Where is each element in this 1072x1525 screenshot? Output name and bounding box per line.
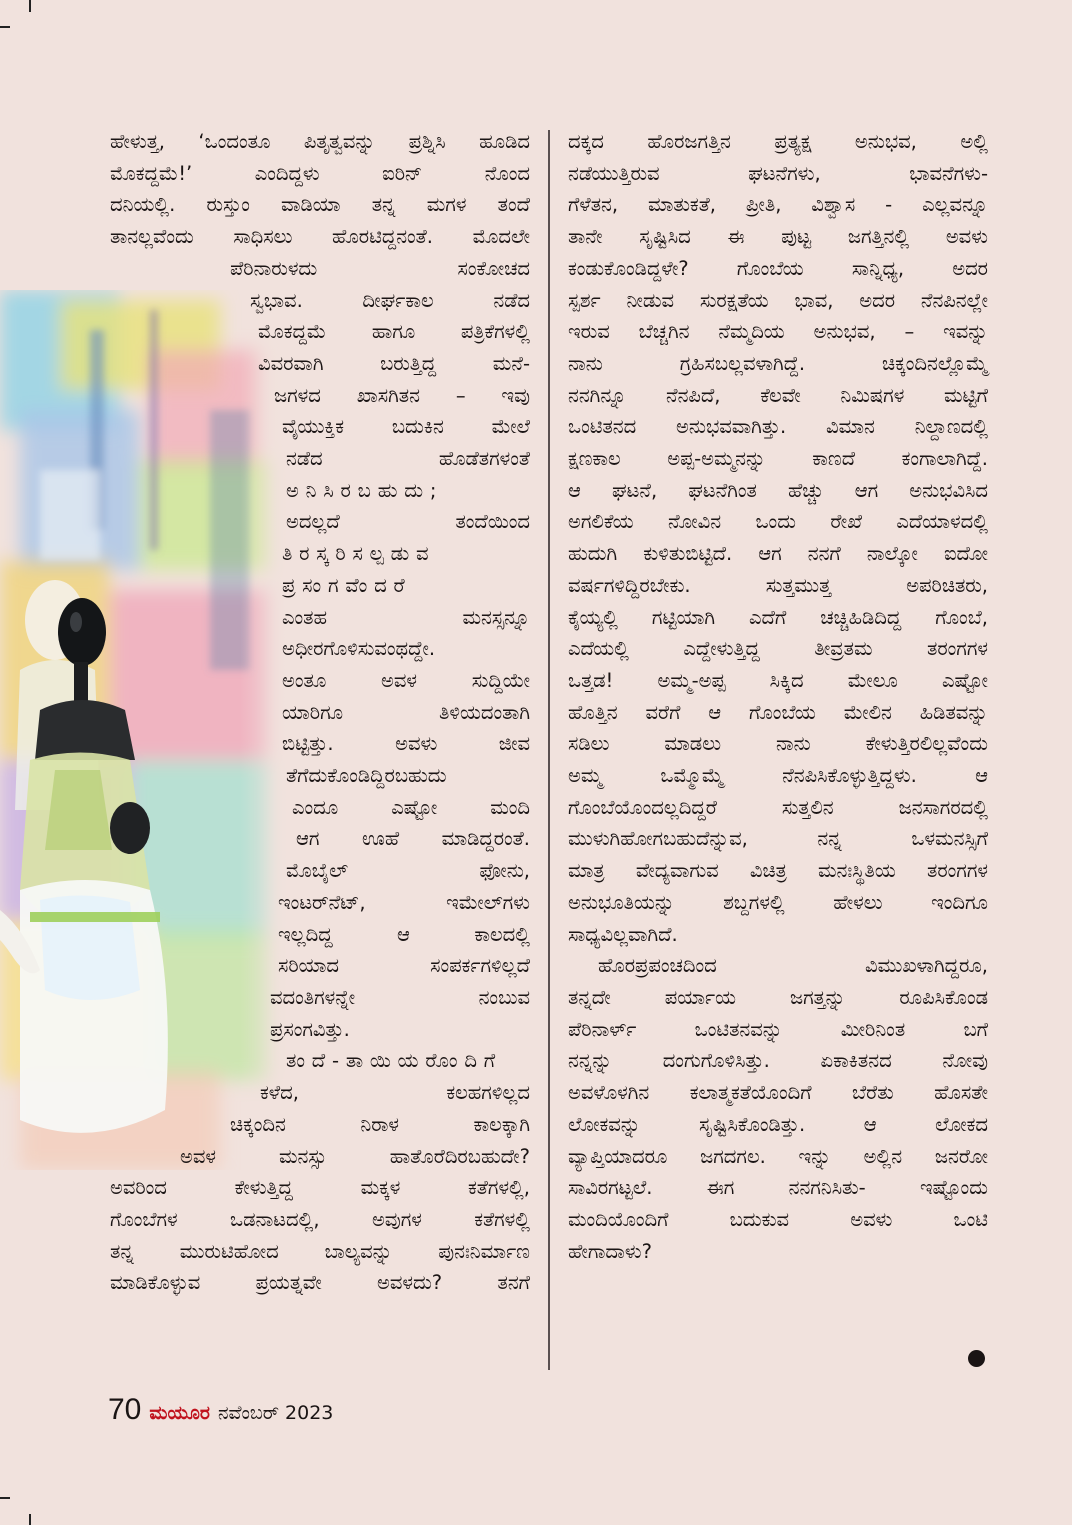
text-line: ಯಾರಿಗೂ ತಿಳಿಯದಂತಾಗಿ	[282, 700, 530, 724]
text-line: ತಾನಲ್ಲವೆಂದು ಸಾಧಿಸಲು ಹೊರಟಿದ್ದನಂತೆ. ಮೊದಲೇ	[110, 225, 530, 249]
text-line: ಜಗಳದ ಖಾಸಗಿತನ – ಇವು	[274, 383, 530, 407]
text-line: ಇಂಟರ್‌ನೆಟ್, ಇಮೇಲ್‌ಗಳು	[278, 890, 530, 914]
text-line: ಅಮ್ಮ ಒಮ್ಮೊಮ್ಮೆ ನೆನಪಿಸಿಕೊಳ್ಳುತ್ತಿದ್ದಳು. ಆ	[568, 764, 988, 788]
text-line: ಇಲ್ಲದಿದ್ದ ಆ ಕಾಲದಲ್ಲಿ	[278, 922, 530, 946]
text-line: ತೆಗೆದುಕೊಂಡಿದ್ದಿರಬಹುದು	[286, 764, 447, 788]
text-line: ಕಂಡುಕೊಂಡಿದ್ದಳೇ? ಗೊಂಬೆಯ ಸಾನ್ನಿಧ್ಯ, ಅದರ	[568, 256, 988, 280]
magazine-name: ಮಯೂರ	[149, 1402, 210, 1424]
text-line: ಸರಿಯಾದ ಸಂಪರ್ಕಗಳಿಲ್ಲದೆ	[278, 954, 530, 978]
text-line: ಅದಲ್ಲದೆ ತಂದೆಯಿಂದ	[286, 510, 530, 534]
text-line: ಪೆರಿನಾರುಳದು ಸಂಕೋಚದ	[230, 256, 530, 280]
text-line: ಎಂದೂ ಎಷ್ಟೋ ಮಂದಿ	[292, 795, 530, 819]
text-line: ಇರುವ ಬೆಚ್ಚಗಿನ ನೆಮ್ಮದಿಯ ಅನುಭವ, – ಇವನ್ನು	[568, 320, 988, 344]
text-line: ಅಧೀರಗೊಳಿಸುವಂಥದ್ದೇ.	[282, 637, 436, 661]
text-line: ವೈಯುಕ್ತಿಕ ಬದುಕಿನ ಮೇಲೆ	[282, 415, 530, 439]
text-line: ಚಿಕ್ಕಂದಿನ ನಿರಾಳ ಕಾಲಕ್ಕಾಗಿ	[230, 1112, 530, 1136]
text-line: ಪೆರಿನಾರ್ಳ್ ಒಂಟಿತನವನ್ನು ಮೀರಿನಿಂತ ಬಗೆ	[568, 1017, 988, 1041]
text-line: ದಕ್ಕದ ಹೊರಜಗತ್ತಿನ ಪ್ರತ್ಯಕ್ಷ ಅನುಭವ, ಅಲ್ಲಿ	[568, 130, 988, 153]
text-line: ಅಗಲಿಕೆಯ ನೋವಿನ ಒಂದು ರೇಖೆ ಎದೆಯಾಳದಲ್ಲಿ	[568, 510, 988, 534]
text-line: ಮೊಕದ್ದಮೆ!’ ಎಂದಿದ್ದಳು ಐರಿನ್ ನೊಂದ	[110, 161, 530, 185]
text-line: ದನಿಯಲ್ಲಿ. ರುಸ್ತುಂ ವಾಡಿಯಾ ತನ್ನ ಮಗಳ ತಂದೆ	[110, 193, 530, 217]
text-line: ತನ್ನ ಮುರುಟಿಹೋದ ಬಾಲ್ಯವನ್ನು ಪುನಃನಿರ್ಮಾಣ	[110, 1239, 530, 1263]
text-line: ನಡೆದ ಹೊಡೆತಗಳಂತೆ	[286, 447, 530, 471]
text-line: ಹುದುಗಿ ಕುಳಿತುಬಿಟ್ಟಿದೆ. ಆಗ ನನಗೆ ನಾಲ್ಕೋ ಐದೋ	[568, 542, 988, 566]
text-line: ನಡೆಯುತ್ತಿರುವ ಘಟನೆಗಳು, ಭಾವನೆಗಳು-	[568, 161, 988, 185]
text-line: ತಂದೆ-ತಾಯಿಯರೊಂದಿಗೆ	[286, 1049, 502, 1073]
text-line: ಗೆಳೆತನ, ಮಾತುಕತೆ, ಪ್ರೀತಿ, ವಿಶ್ವಾಸ - ಎಲ್ಲವನ್ನೂ	[568, 193, 988, 217]
text-line: ವ್ಯಾಪ್ತಿಯಾದರೂ ಜಗದಗಲ. ಇನ್ನು ಅಲ್ಲಿನ ಜನರೋ	[568, 1144, 988, 1168]
crop-mark	[29, 1514, 31, 1525]
text-line: ಗೊಂಬೆಯೊಂದಲ್ಲದಿದ್ದರೆ ಸುತ್ತಲಿನ ಜನಸಾಗರದಲ್ಲಿ	[568, 795, 988, 819]
text-line: ಮುಳುಗಿಹೋಗಬಹುದೆನ್ನುವ, ನನ್ನ ಒಳಮನಸ್ಸಿಗೆ	[568, 827, 988, 851]
text-line: ವಿವರವಾಗಿ ಬರುತ್ತಿದ್ದ ಮನೆ-	[258, 351, 530, 375]
text-line: ಗೊಂಬೆಗಳ ಒಡನಾಟದಲ್ಲಿ, ಅವುಗಳ ಕತೆಗಳಲ್ಲಿ	[110, 1207, 530, 1231]
text-line: ಮಂದಿಯೊಂದಿಗೆ ಬದುಕುವ ಅವಳು ಒಂಟಿ	[568, 1207, 988, 1231]
text-line: ಮಾಡಿಕೊಳ್ಳುವ ಪ್ರಯತ್ನವೇ ಅವಳದು? ತನಗೆ	[110, 1271, 530, 1295]
column-divider	[548, 130, 550, 1370]
text-line: ಕೈಯ್ಯಲ್ಲಿ ಗಟ್ಟಿಯಾಗಿ ಎದೆಗೆ ಚಚ್ಚಿಹಿಡಿದಿದ್ದ ಗೊಂಬೆ,	[568, 605, 988, 629]
text-line: ಪ್ರಸಂಗವಿತ್ತು.	[270, 1017, 350, 1041]
text-line: ಅನಿಸಿರಬಹುದು;	[286, 478, 444, 502]
crop-mark	[29, 0, 31, 12]
text-line: ಸಡಿಲು ಮಾಡಲು ನಾನು ಕೇಳುತ್ತಿರಲಿಲ್ಲವೆಂದು	[568, 732, 988, 756]
article-column-left	[110, 126, 530, 1299]
text-line: ಮೊಕದ್ದಮೆ ಹಾಗೂ ಪತ್ರಿಕೆಗಳಲ್ಲಿ	[258, 320, 530, 344]
text-line: ಲೋಕವನ್ನು ಸೃಷ್ಟಿಸಿಕೊಂಡಿತ್ತು. ಆ ಲೋಕದ	[568, 1112, 988, 1136]
text-line: ಮಾತ್ರ ವೇದ್ಯವಾಗುವ ವಿಚಿತ್ರ ಮನಃಸ್ಥಿತಿಯ ತರಂಗಗಳ	[568, 859, 988, 883]
text-line: ಹೇಗಾದಾಳು?	[568, 1239, 652, 1263]
issue-date: ನವೆಂಬರ್ 2023	[217, 1402, 334, 1424]
text-line: ಅವಳ ಮನಸ್ಸು ಹಾತೊರೆದಿರಬಹುದೇ?	[180, 1144, 530, 1168]
text-line: ಮೊಬೈಲ್ ಫೋನು,	[286, 859, 530, 883]
text-line: ಅವಳೊಳಗಿನ ಕಲಾತ್ಮಕತೆಯೊಂದಿಗೆ ಬೆರೆತು ಹೊಸತೇ	[568, 1081, 988, 1105]
page-footer	[108, 1393, 333, 1427]
text-line: ಎಂತಹ ಮನಸ್ಸನ್ನೂ	[282, 605, 530, 629]
text-line: ನನಗಿನ್ನೂ ನೆನಪಿದೆ, ಕೆಲವೇ ನಿಮಿಷಗಳ ಮಟ್ಟಿಗೆ	[568, 383, 988, 407]
text-line: ಸ್ಪರ್ಶ ನೀಡುವ ಸುರಕ್ಷತೆಯ ಭಾವ, ಅದರ ನೆನಪಿನಲ್ಲೇ	[568, 288, 988, 312]
text-line: ಅನುಭೂತಿಯನ್ನು ಶಬ್ದಗಳಲ್ಲಿ ಹೇಳಲು ಇಂದಿಗೂ	[568, 890, 988, 914]
text-line: ಒಂಟಿತನದ ಅನುಭವವಾಗಿತ್ತು. ವಿಮಾನ ನಿಲ್ದಾಣದಲ್ಲಿ	[568, 415, 988, 439]
article-column-right	[568, 126, 988, 1267]
end-of-article-mark	[968, 1350, 985, 1367]
text-line: ಅವರಿಂದ ಕೇಳುತ್ತಿದ್ದ ಮಕ್ಕಳ ಕತೆಗಳಲ್ಲಿ,	[110, 1176, 530, 1200]
text-line: ವದಂತಿಗಳನ್ನೇ ನಂಬುವ	[270, 985, 530, 1009]
text-line: ಹೊತ್ತಿನ ವರೆಗೆ ಆ ಗೊಂಬೆಯ ಮೇಲಿನ ಹಿಡಿತವನ್ನು	[568, 700, 988, 724]
text-line: ಒತ್ತಡ! ಅಮ್ಮ-ಅಪ್ಪ ಸಿಕ್ಕಿದ ಮೇಲೂ ಎಷ್ಟೋ	[568, 668, 988, 692]
text-line: ಆ ಘಟನೆ, ಘಟನೆಗಿಂತ ಹೆಚ್ಚು ಆಗ ಅನುಭವಿಸಿದ	[568, 478, 988, 502]
text-line: ಸಾಧ್ಯವಿಲ್ಲವಾಗಿದೆ.	[568, 922, 678, 946]
page-number: 70	[108, 1393, 142, 1426]
text-line: ಕಳೆದ, ಕಲಹಗಳಿಲ್ಲದ	[260, 1081, 530, 1105]
text-line: ಪ್ರಸಂಗವೆಂದರೆ	[282, 573, 412, 597]
text-line: ತಾನೇ ಸೃಷ್ಟಿಸಿದ ಈ ಪುಟ್ಟ ಜಗತ್ತಿನಲ್ಲಿ ಅವಳು	[568, 225, 988, 249]
text-line: ಆಗ ಊಹೆ ಮಾಡಿದ್ದರಂತೆ.	[296, 827, 530, 851]
text-line: ವರ್ಷಗಳಿದ್ದಿರಬೇಕು. ಸುತ್ತಮುತ್ತ ಅಪರಿಚಿತರು,	[568, 573, 988, 597]
text-line: ನಾನು ಗ್ರಹಿಸಬಲ್ಲವಳಾಗಿದ್ದೆ. ಚಿಕ್ಕಂದಿನಲ್ಲೊಮ್ಮೆ	[568, 351, 988, 375]
text-line: ಕ್ಷಣಕಾಲ ಅಪ್ಪ-ಅಮ್ಮನನ್ನು ಕಾಣದೆ ಕಂಗಾಲಾಗಿದ್ದೆ.	[568, 447, 988, 471]
text-line: ಹೊರಪ್ರಪಂಚದಿಂದ ವಿಮುಖಳಾಗಿದ್ದರೂ,	[598, 954, 988, 978]
text-line: ಸಾವಿರಗಟ್ಟಲೆ. ಈಗ ನನಗನಿಸಿತು- ಇಷ್ಟೊಂದು	[568, 1176, 988, 1200]
text-line: ಎದೆಯಲ್ಲಿ ಎದ್ದೇಳುತ್ತಿದ್ದ ತೀವ್ರತಮ ತರಂಗಗಳ	[568, 637, 988, 661]
text-line: ತನ್ನದೇ ಪರ್ಯಾಯ ಜಗತ್ತನ್ನು ರೂಪಿಸಿಕೊಂಡ	[568, 985, 988, 1009]
text-line: ನನ್ನನ್ನು ದಂಗುಗೊಳಿಸಿತ್ತು. ಏಕಾಕಿತನದ ನೋವು	[568, 1049, 988, 1073]
text-line: ಅಂತೂ ಅವಳ ಸುದ್ದಿಯೇ	[282, 668, 530, 692]
crop-mark	[0, 1497, 10, 1499]
crop-mark	[0, 26, 10, 28]
text-line: ತಿರಸ್ಕರಿಸಲ್ಪಡುವ	[282, 542, 436, 566]
text-line: ಸ್ವಭಾವ. ದೀರ್ಘಕಾಲ ನಡೆದ	[250, 288, 530, 312]
text-line: ಬಿಟ್ಟಿತ್ತು. ಅವಳು ಜೀವ	[282, 732, 530, 756]
text-line: ಹೇಳುತ್ತ, ‘ಒಂದಂತೂ ಪಿತೃತ್ವವನ್ನು ಪ್ರಶ್ನಿಸಿ ಹೂಡಿದ	[110, 130, 530, 153]
